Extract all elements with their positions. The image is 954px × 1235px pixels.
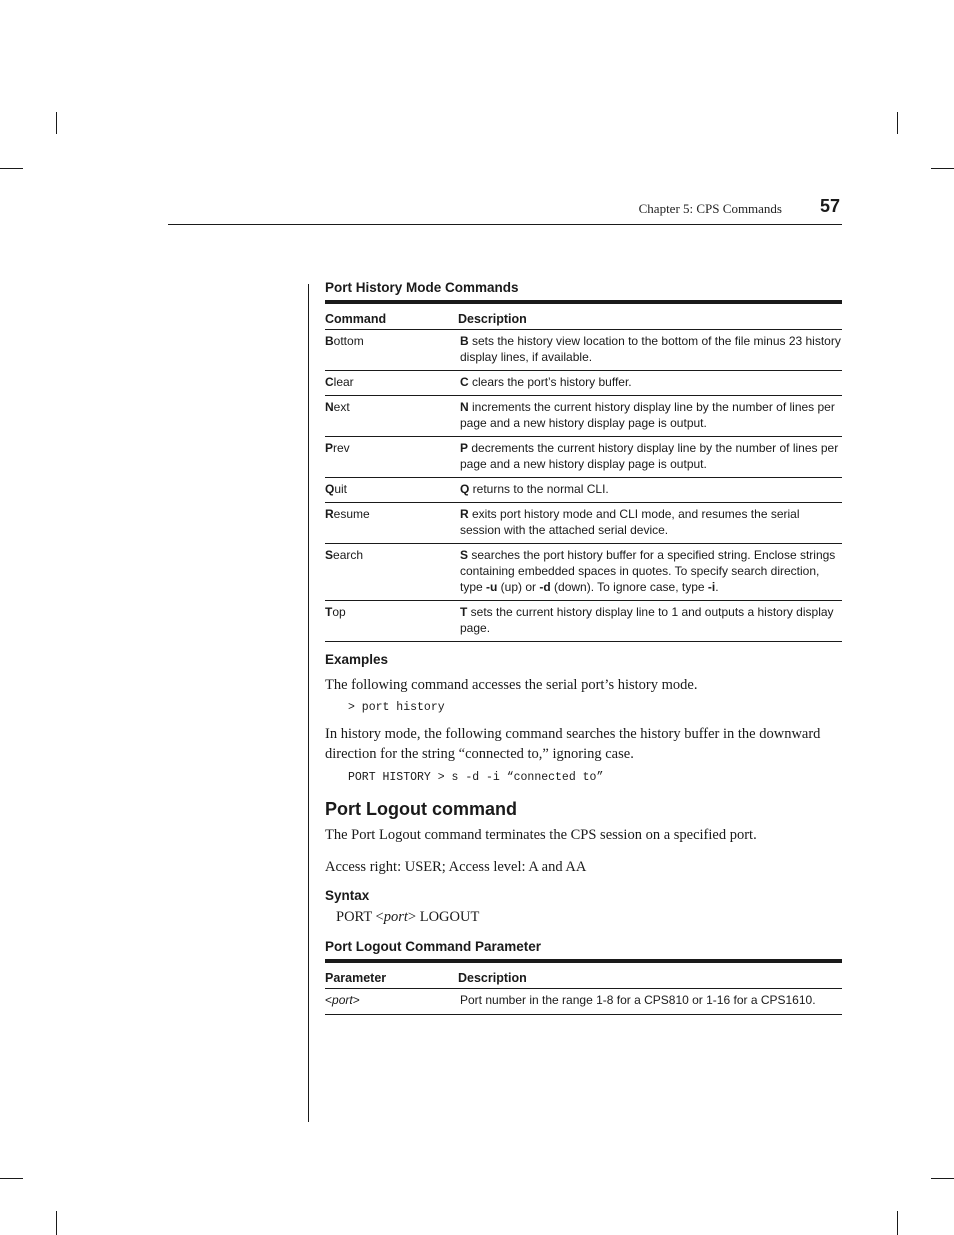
column-header-description: Description <box>458 302 842 330</box>
table-row <box>325 503 842 544</box>
history-commands-table <box>325 300 842 642</box>
description-cell: N increments the current history display line by the number of lines per page and a new history display page is output. <box>458 396 842 437</box>
syntax-heading: Syntax <box>325 888 370 903</box>
description-cell: P decrements the current history display line by the number of lines per page and a new history display page is output. <box>458 437 842 478</box>
description-cell: R exits port history mode and CLI mode, and resumes the serial session with the attached serial device. <box>458 503 842 544</box>
table-header-row <box>325 961 842 989</box>
code-example-1: > port history <box>348 701 445 714</box>
page-content <box>325 278 842 1015</box>
examples-paragraph-1: The following command accesses the serial port’s history mode. <box>325 677 698 693</box>
crop-mark <box>56 112 57 134</box>
crop-mark <box>0 1178 23 1179</box>
command-cell: Clear <box>325 371 458 396</box>
crop-mark <box>897 112 898 134</box>
parameter-cell: <port> <box>325 989 458 1015</box>
command-cell: Prev <box>325 437 458 478</box>
command-cell: Resume <box>325 503 458 544</box>
crop-mark <box>931 1178 954 1179</box>
crop-mark <box>0 168 23 169</box>
command-cell: Quit <box>325 478 458 503</box>
examples-paragraph-2: In history mode, the following command searches the history buffer in the downward direction for the string “connected to,” ignoring case. <box>325 726 821 762</box>
crop-mark <box>931 168 954 169</box>
margin-rule <box>308 284 309 1122</box>
table-header-row <box>325 302 842 330</box>
examples-heading: Examples <box>325 652 389 667</box>
description-cell: T sets the current history display line to 1 and outputs a history display page. <box>458 601 842 642</box>
table-row <box>325 330 842 371</box>
column-header-command: Command <box>325 302 458 330</box>
page-number: 57 <box>819 196 840 216</box>
description-cell: C clears the port’s history buffer. <box>458 371 842 396</box>
command-cell: Bottom <box>325 330 458 371</box>
header-rule <box>168 224 842 225</box>
description-cell: Q returns to the normal CLI. <box>458 478 842 503</box>
table-row <box>325 989 842 1015</box>
history-table-title: Port History Mode Commands <box>325 280 519 295</box>
access-info: Access right: USER; Access level: A and AA <box>325 859 587 875</box>
command-cell: Search <box>325 544 458 601</box>
column-header-description: Description <box>458 961 842 989</box>
crop-mark <box>897 1211 898 1235</box>
param-table-title: Port Logout Command Parameter <box>325 939 542 954</box>
command-cell: Next <box>325 396 458 437</box>
logout-paragraph-1: The Port Logout command terminates the CPS session on a specified port. <box>325 827 757 843</box>
crop-mark <box>56 1211 57 1235</box>
section-title-port-logout: Port Logout command <box>325 799 517 819</box>
table-row <box>325 544 842 601</box>
column-header-parameter: Parameter <box>325 961 458 989</box>
table-row <box>325 601 842 642</box>
description-cell: Port number in the range 1-8 for a CPS810 or 1-16 for a CPS1610. <box>458 989 842 1015</box>
code-example-2: PORT HISTORY > s -d -i “connected to” <box>348 771 604 784</box>
logout-parameter-table <box>325 959 842 1015</box>
syntax-line: PORT <port> LOGOUT <box>336 909 480 925</box>
description-cell: S searches the port history buffer for a specified string. Enclose strings containing embedded spaces in quotes. To specify search direction, type -u (up) or -d (down). To ignore case, type -i. <box>458 544 842 601</box>
table-row <box>325 478 842 503</box>
table-row <box>325 396 842 437</box>
table-row <box>325 437 842 478</box>
running-header-chapter: Chapter 5: CPS Commands <box>638 201 782 216</box>
table-row <box>325 371 842 396</box>
command-cell: Top <box>325 601 458 642</box>
description-cell: B sets the history view location to the bottom of the file minus 23 history display lines, if available. <box>458 330 842 371</box>
